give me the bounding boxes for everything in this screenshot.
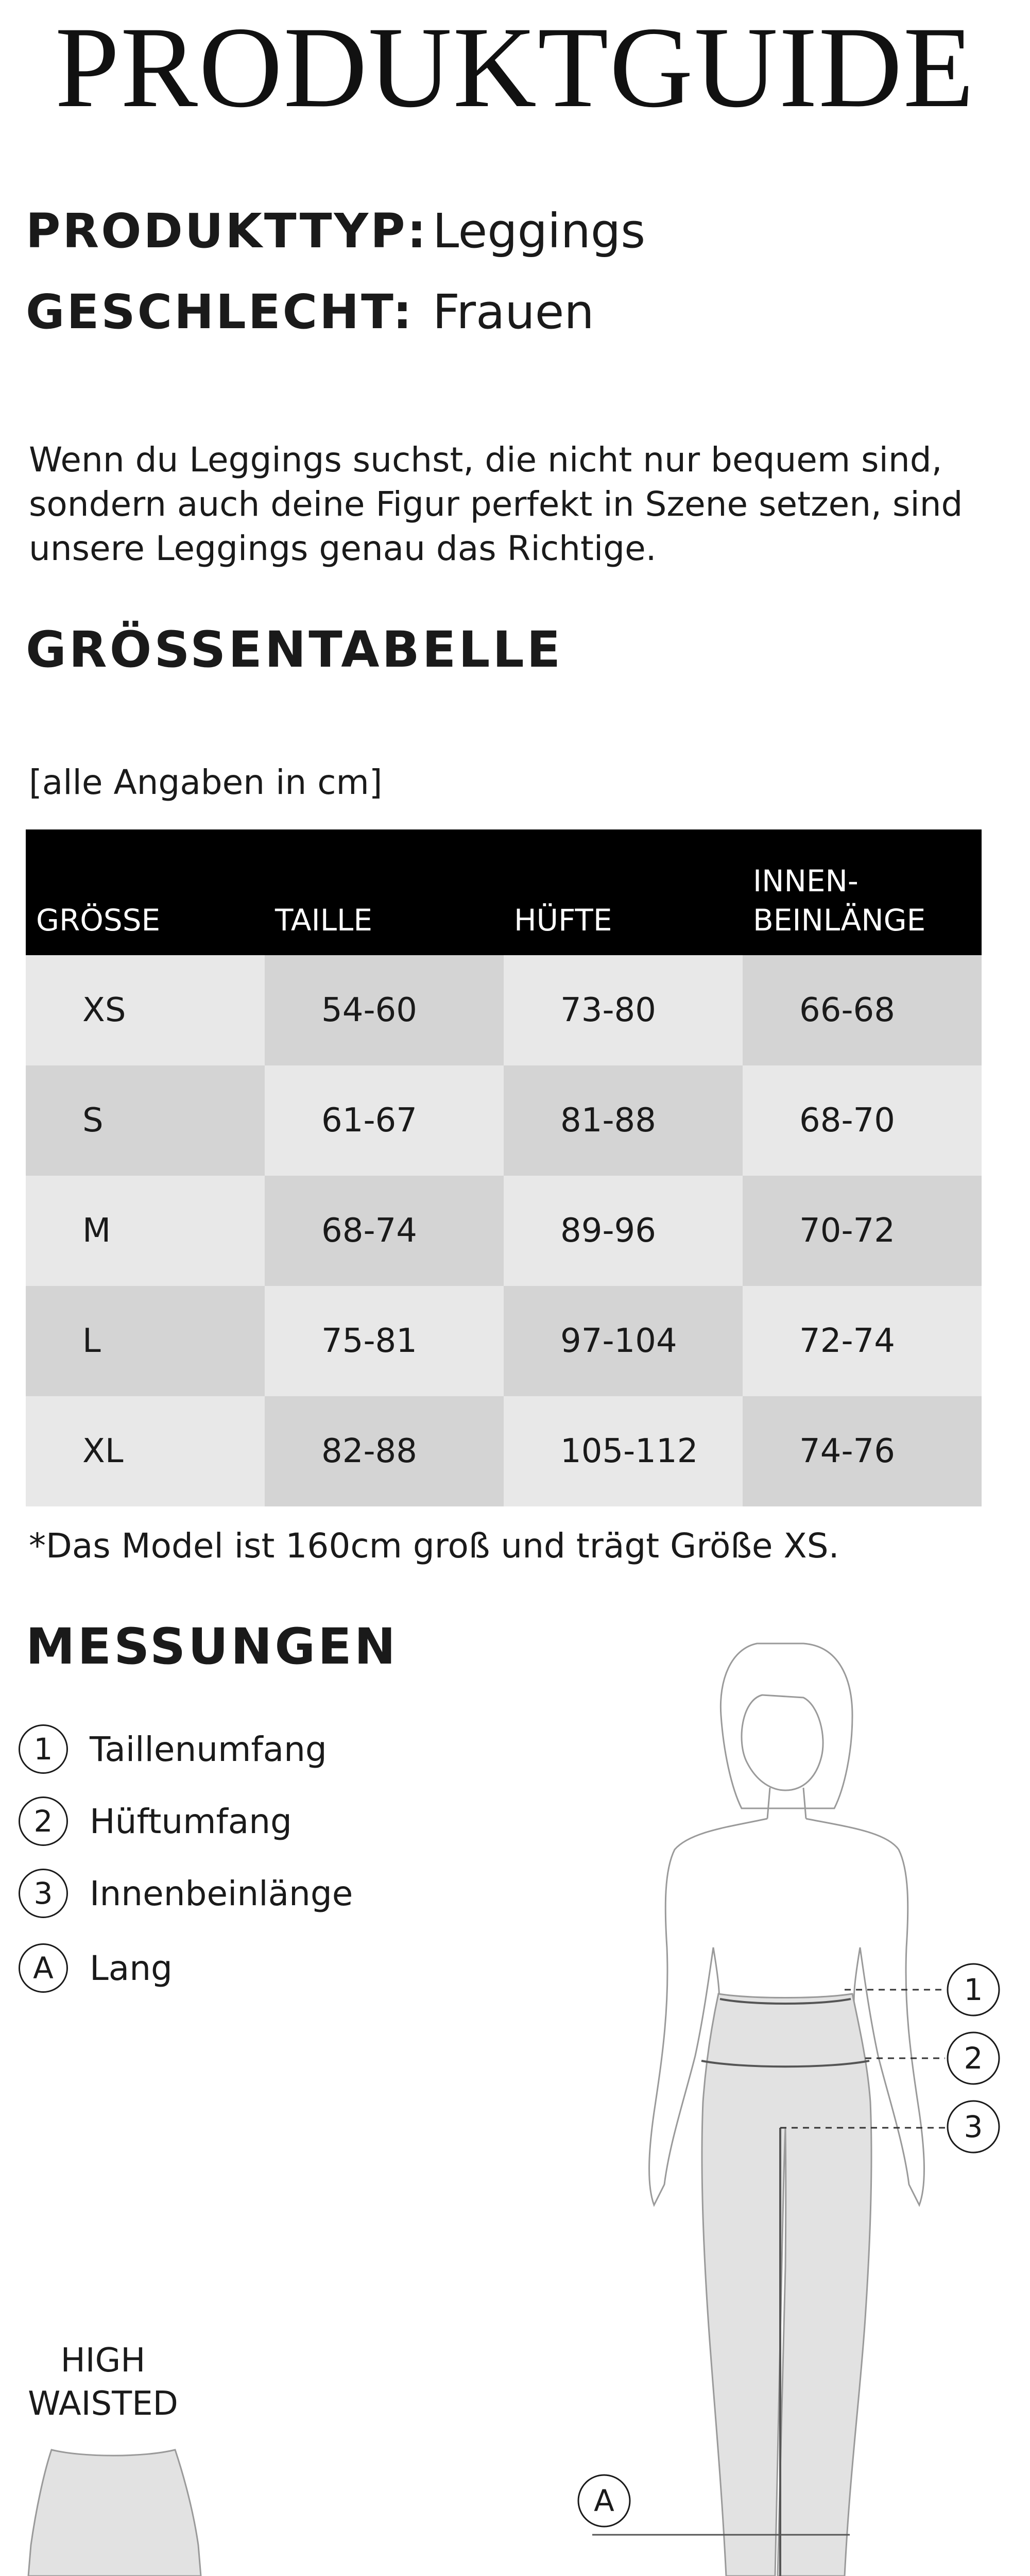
legend-label: Taillenumfang (90, 1729, 327, 1769)
cell-taille: 54-60 (265, 955, 504, 1065)
face-outline (742, 1695, 823, 1790)
cell-innenbein: 66-68 (743, 955, 982, 1065)
cell-size: M (26, 1176, 265, 1286)
cell-taille: 68-74 (265, 1176, 504, 1286)
fig-marker-1-label: 1 (964, 1972, 983, 2007)
cell-size: XS (26, 955, 265, 1065)
marker-2-icon: 2 (19, 1797, 68, 1846)
marker-1-icon: 1 (19, 1724, 68, 1774)
cell-huefte: 97-104 (504, 1286, 743, 1396)
header-groesse: GRÖSSE (26, 829, 265, 955)
cell-innenbein: 72-74 (743, 1286, 982, 1396)
cell-huefte: 89-96 (504, 1176, 743, 1286)
leggings-fill (702, 1994, 871, 2576)
hair-outline (720, 1643, 852, 1808)
cell-innenbein: 74-76 (743, 1396, 982, 1506)
legend-label: Innenbeinlänge (90, 1873, 353, 1913)
high-waisted-line1: HIGH (60, 2342, 146, 2380)
header-beinlaenge: BEINLÄNGE (753, 903, 926, 938)
product-type-value: Leggings (433, 204, 646, 259)
high-waisted-line2: WAISTED (28, 2385, 178, 2423)
unit-note: [alle Angaben in cm] (29, 762, 383, 802)
measurements-heading: MESSUNGEN (26, 1618, 399, 1675)
fig-marker-a-label: A (594, 2483, 614, 2518)
header-taille: TAILLE (265, 829, 504, 955)
cell-huefte: 73-80 (504, 955, 743, 1065)
gender-label: GESCHLECHT: (26, 284, 414, 340)
page-title: PRODUKTGUIDE (55, 3, 975, 131)
product-type-label: PRODUKTTYP: (26, 204, 428, 259)
legend-label: Hüftumfang (90, 1801, 292, 1841)
cell-taille: 61-67 (265, 1065, 504, 1176)
cell-taille: 82-88 (265, 1396, 504, 1506)
neck-outline (767, 1788, 806, 1819)
cell-huefte: 105-112 (504, 1396, 743, 1506)
size-table-heading: GRÖSSENTABELLE (26, 621, 563, 679)
model-note: *Das Model ist 160cm groß und trägt Größe XS. (29, 1526, 839, 1566)
header-huefte: HÜFTE (504, 829, 743, 955)
cell-huefte: 81-88 (504, 1065, 743, 1176)
legend-label: Lang (90, 1948, 173, 1988)
cell-size: L (26, 1286, 265, 1396)
cell-innenbein: 70-72 (743, 1176, 982, 1286)
cell-size: S (26, 1065, 265, 1176)
cell-taille: 75-81 (265, 1286, 504, 1396)
marker-3-icon: 3 (19, 1869, 68, 1918)
header-innen: INNEN- (753, 863, 859, 899)
fig-marker-2-label: 2 (964, 2041, 983, 2076)
fig-marker-3-label: 3 (964, 2109, 983, 2144)
cell-size: XL (26, 1396, 265, 1506)
marker-a-icon: A (19, 1943, 68, 1993)
high-waisted-leggings-fill (28, 2450, 201, 2576)
gender-value: Frauen (433, 284, 594, 340)
cell-innenbein: 68-70 (743, 1065, 982, 1176)
intro-text: Wenn du Leggings suchst, die nicht nur bequem sind, sondern auch deine Figur perfekt in Szene setzen, sind unsere Leggings genau das Richtige. (29, 440, 963, 568)
high-waisted-caption (21, 2339, 185, 2426)
